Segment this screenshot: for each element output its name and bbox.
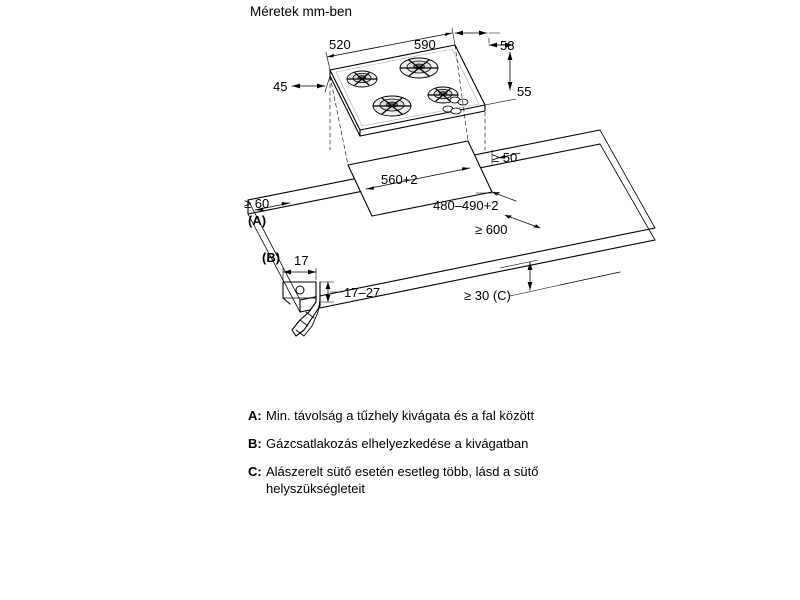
note-item-a [248, 408, 578, 425]
note-key-a: A: [248, 408, 262, 423]
note-text-b: Gázcsatlakozás elhelyezkedése a kivágatban [266, 435, 529, 451]
note-text-a: Min. távolság a tűzhely kivágata és a fal között [266, 408, 535, 423]
note-item-c [248, 464, 578, 498]
page-title: Méretek mm-ben [250, 4, 353, 19]
dim-55: 55 [517, 84, 532, 99]
dim-45: 45 [273, 79, 288, 94]
dim-min-60: ≥ 60 [244, 196, 270, 211]
dim-min-600: ≥ 600 [475, 222, 508, 237]
dim-520: 520 [329, 37, 351, 52]
dim-590: 590 [414, 37, 436, 52]
note-item-b [248, 436, 578, 453]
dim-detail-17-27: 17–27 [344, 285, 381, 300]
dim-detail-17: 17 [294, 253, 309, 268]
dim-cutout-560: 560+2 [381, 172, 418, 187]
ref-label-b: (B) [262, 250, 281, 265]
dim-min-50: ≥ 50 [492, 150, 518, 165]
ref-label-a: (A) [248, 213, 267, 228]
legend-notes [248, 408, 578, 509]
dim-min-30-c: ≥ 30 (C) [464, 288, 511, 303]
note-key-b: B: [248, 435, 262, 451]
note-text-c: Alászerelt sütő esetén esetleg több, lásd a sütő helyszükségleteit [266, 463, 539, 496]
dim-58: 58 [500, 38, 515, 53]
note-key-c: C: [248, 463, 262, 479]
dim-cutout-480-490: 480–490+2 [433, 198, 499, 213]
